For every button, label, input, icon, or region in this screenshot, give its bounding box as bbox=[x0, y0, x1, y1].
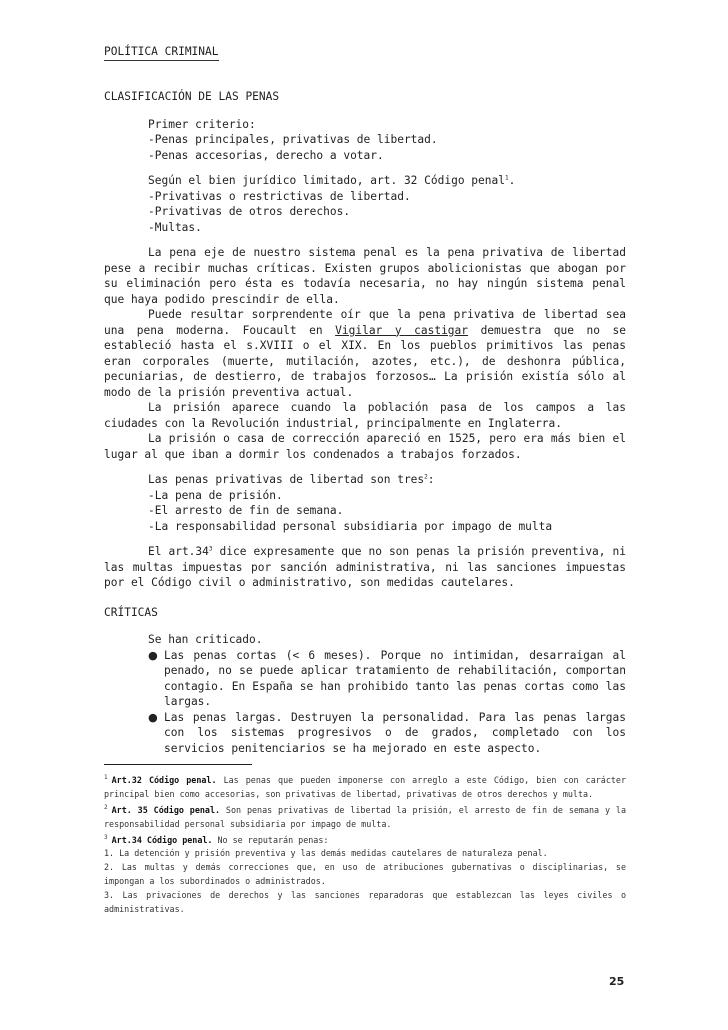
paragraph-casa-correccion: La prisión o casa de corrección apareció en 1525, pero era más bien el lugar al que iban a dormir los condenados a trabajos forzados. bbox=[104, 432, 626, 461]
footnote-3-item: 1. La detención y prisión preventiva y las demás medidas cautelares de naturaleza penal. bbox=[104, 848, 548, 859]
footnote-separator bbox=[104, 764, 252, 765]
criterion-item: -Penas principales, privativas de libertad. bbox=[148, 133, 438, 146]
second-item: -Privativas o restrictivas de libertad. bbox=[148, 189, 411, 203]
paragraph-foucault-b: demuestra que no se estableció hasta el s.XVIII o el XIX. En los pueblos primitivos las penas eran corporales (muerte, mutilación, azotes, etc.), de deshonra pública, pecuniarias, de destierro, de trabajos forzosos… La prisión existía sólo al modo de la prisión preventiva actual. bbox=[104, 323, 626, 399]
paragraph-revolucion: La prisión aparece cuando la población pasa de los campos a las ciudades con la Revolución industrial, principalmente en Inglaterra. bbox=[104, 401, 626, 430]
footnote-text: Son penas privativas de libertad la prisión, el arresto de fin de semana y la responsabilidad personal subsidiaria por impago de multa. bbox=[104, 804, 626, 829]
three-item: -La pena de prisión. bbox=[148, 488, 283, 502]
section-title-clasificacion: CLASIFICACIÓN DE LAS PENAS bbox=[104, 90, 280, 103]
second-criterion-block bbox=[104, 173, 626, 235]
three-heading-text: Las penas privativas de libertad son tres bbox=[148, 473, 425, 486]
three-heading bbox=[104, 472, 626, 488]
bullet-item bbox=[104, 648, 626, 710]
paragraph-foucault bbox=[104, 307, 626, 400]
first-criterion-block bbox=[104, 117, 626, 164]
book-title: Vigilar y castigar bbox=[335, 323, 469, 337]
paragraph-pena-eje: La pena eje de nuestro sistema penal es la pena privativa de libertad pese a recibir muchas críticas. Existen grupos abolicionistas que abogan por su eliminación pero ésta es todavía necesaria, no hay ningún sistema penal que haya podido prescindir de ella. bbox=[104, 246, 626, 306]
second-heading-end: . bbox=[508, 174, 516, 187]
paragraph-foucault-a: Puede resultar sorprendente oír que la pena privativa de libertad sea una pena moderna. Foucault en bbox=[104, 308, 626, 337]
section-title-criticas: CRÍTICAS bbox=[104, 605, 158, 619]
footnote-ref[interactable]: 2 bbox=[424, 473, 428, 481]
footnote-number: 3 bbox=[104, 833, 108, 841]
second-heading bbox=[104, 173, 626, 189]
three-item: -El arresto de fin de semana. bbox=[148, 504, 344, 517]
footnote-text: Las penas que pueden imponerse con arreglo a este Código, bien con carácter principal bien como accesorias, son privativas de libertad, privativas de otros derechos y multa. bbox=[104, 774, 626, 799]
bullet-icon: ● bbox=[148, 648, 158, 662]
three-heading-end: : bbox=[427, 473, 435, 486]
bullet-text: Las penas cortas (< 6 meses). Porque no intimidan, desarraigan al penado, no se puede aplicar tratamiento de rehabilitación, comportan contagio. En España se han prohibido tanto las penas cortas como las largas. bbox=[164, 648, 626, 708]
bullet-item bbox=[104, 710, 626, 757]
paragraph-art34-b: dice expresamente que no son penas la prisión preventiva, ni las multas impuestas por sanción administrativa, ni las sanciones impuestas por el Código civil o administrativo, son medidas cautelares. bbox=[104, 545, 626, 589]
footnote-3 bbox=[104, 831, 626, 847]
criterion-item: -Penas accesorias, derecho a votar. bbox=[148, 148, 384, 162]
footnote-1 bbox=[104, 771, 626, 801]
three-item: -La responsabilidad personal subsidiaria por impago de multa bbox=[148, 519, 553, 533]
footnotes bbox=[104, 771, 626, 916]
criticas-intro: Se han criticado. bbox=[148, 633, 263, 646]
paragraph-art34-a: El art.34 bbox=[148, 545, 209, 558]
second-item: -Privativas de otros derechos. bbox=[148, 205, 351, 218]
footnote-number: 2 bbox=[104, 803, 108, 811]
document-page bbox=[104, 40, 626, 916]
footnote-ref[interactable]: 1 bbox=[504, 174, 509, 182]
footnote-2 bbox=[104, 801, 626, 831]
page-number: 25 bbox=[609, 975, 625, 988]
footnote-article: Art. 35 Código penal. bbox=[111, 804, 221, 815]
three-penalties-block bbox=[104, 472, 626, 534]
footnote-text: No se reputarán penas: bbox=[212, 834, 329, 845]
bullet-text: Las penas largas. Destruyen la personalidad. Para las penas largas con los sistemas progresivos o de grados, completado con los servicios penitenciarios se ha mejorado en este aspecto. bbox=[164, 710, 626, 755]
footnote-number: 1 bbox=[104, 774, 108, 781]
second-item: -Multas. bbox=[148, 220, 202, 234]
second-heading-text: Según el bien jurídico limitado, art. 32 Código penal bbox=[148, 174, 505, 187]
footnote-article: Art.34 Código penal. bbox=[111, 834, 213, 845]
footnote-article: Art.32 Código penal. bbox=[111, 774, 217, 785]
paragraph-art34 bbox=[104, 544, 626, 591]
running-header: POLÍTICA CRIMINAL bbox=[104, 45, 219, 61]
footnote-3-item: 2. Las multas y demás correcciones que, en uso de atribuciones gubernativas o disciplinarias, se impongan a los subordinados o administrados. bbox=[104, 862, 626, 887]
footnote-3-item: 3. Las privaciones de derechos y las sanciones reparadoras que establezcan las leyes civiles o administrativas. bbox=[104, 890, 626, 915]
criterion-heading: Primer criterio: bbox=[148, 117, 256, 131]
footnote-ref[interactable]: 3 bbox=[208, 545, 213, 553]
bullet-icon: ● bbox=[148, 710, 158, 724]
